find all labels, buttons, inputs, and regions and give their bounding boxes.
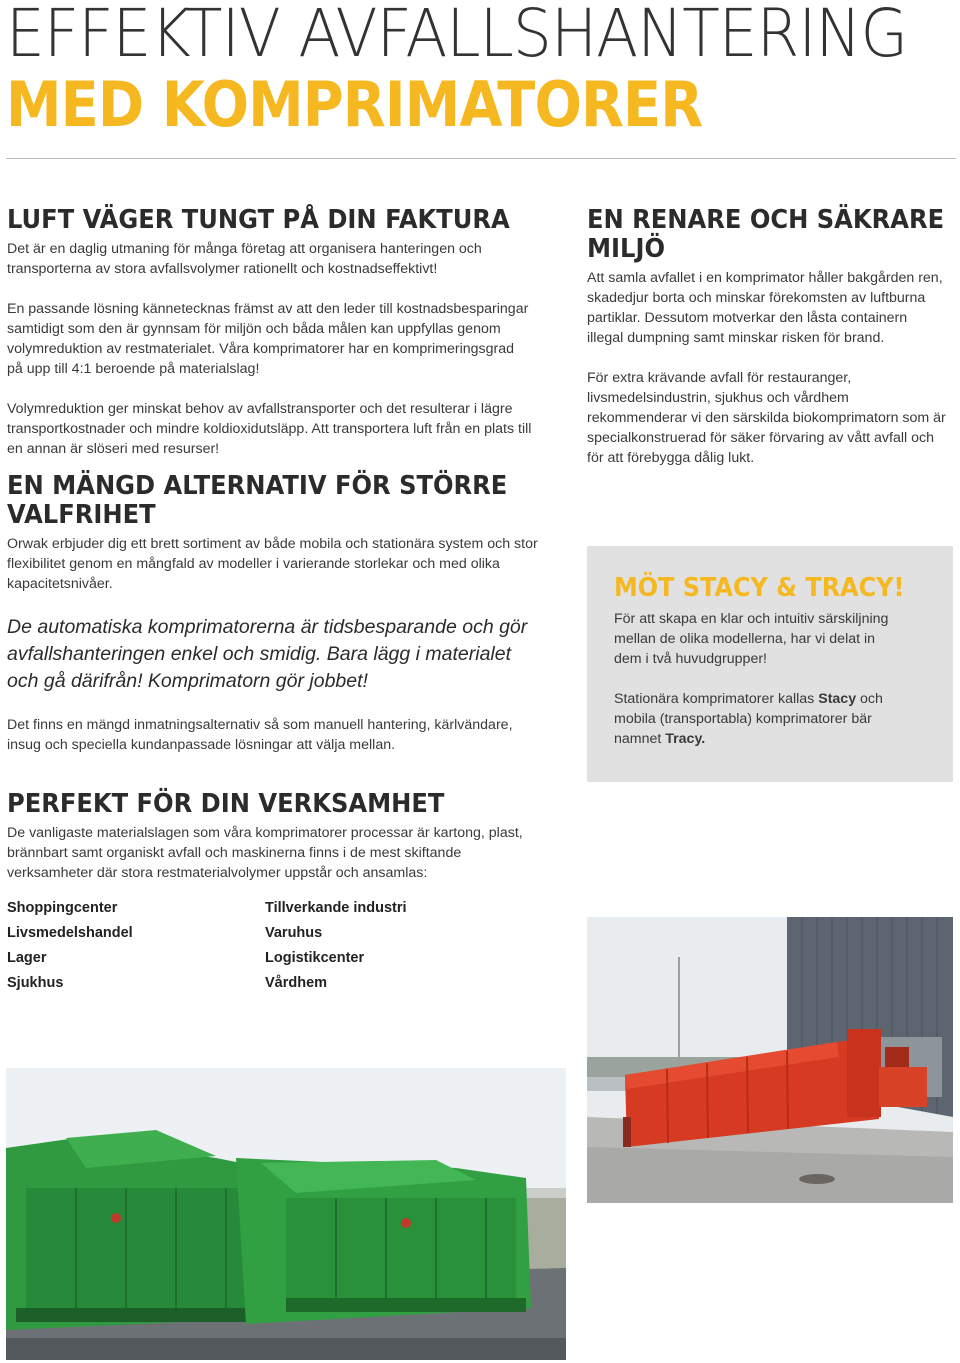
section-heading-line2: VALFRIHET (7, 500, 156, 530)
section-miljo (587, 206, 953, 468)
red-compactor-illustration (587, 917, 953, 1203)
tracy-name: Tracy (665, 731, 702, 747)
paragraph: De vanligaste materialslagen som våra komprimatorer processar är kartong, plast, brännbart samt organiskt avfall och maskinerna finns i de mest skiftande verksamheter där stora restmaterialvolymer uppstår och ansamlas: (7, 825, 523, 881)
list-item: Sjukhus (7, 975, 64, 991)
stacy-name: Stacy (818, 691, 857, 707)
paragraph: Det finns en mängd inmatningsalternativ så som manuell hantering, kärlvändare, insug och speciella kundanpassade lösningar att välja mellan. (7, 717, 513, 753)
stacy-tracy-box (587, 546, 953, 782)
list-item: Livsmedelshandel (7, 925, 133, 941)
paragraph: Orwak erbjuder dig ett brett sortiment av både mobila och stationära system och stor flexibilitet genom en mångfald av modeller i varierande storlekar och med olika kapacitetsnivåer. (7, 536, 538, 592)
page-title-line2: MED KOMPRIMATORER (6, 68, 703, 141)
paragraph: Volymreduktion ger minskat behov av avfallstransporter och det resulterar i lägre transportkostnader och mindre koldioxidutsläpp. Att transportera luft från en plats till en annan är slöseri med resurser! (7, 401, 532, 457)
box-title: MÖT STACY & TRACY! (614, 573, 905, 603)
industry-list-col2 (265, 896, 525, 996)
list-item: Logistikcenter (265, 950, 365, 966)
text-span: . (701, 731, 706, 747)
paragraph: En passande lösning kännetecknas främst av att den leder till kostnadsbesparingar samtidigt som den är gynnsam för miljön och båda målen kan uppfyllas genom volymreduktion av restmaterialet. Våra komprimatorer har en komprimeringsgrad på upp till 4:1 beroende på materialslag! (7, 301, 529, 377)
section-verksamhet (7, 790, 547, 883)
section-heading-line1: EN RENARE OCH SÄKRARE (587, 205, 945, 235)
paragraph: Att samla avfallet i en komprimator håller bakgården ren, skadedjur borta och minskar förekomsten av luftburna partiklar. Dessutom motverkar den låsta containern illegal dumpning samt minskar risken för brand. (587, 270, 943, 346)
red-compactor-photo (587, 917, 953, 1203)
green-compactors-illustration (6, 1068, 566, 1360)
paragraph (614, 689, 914, 749)
list-item: Varuhus (265, 925, 323, 941)
section-heading: PERFEKT FÖR DIN VERKSAMHET (7, 789, 445, 819)
section-alternativ (7, 472, 547, 755)
text-span: och mobila (transportabla) komprimatorer bär namnet (614, 691, 883, 747)
highlight-quote: De automatiska komprimatorerna är tidsbesparande och gör avfallshanteringen enkel och smidig. Bara lägg i materialet och gå därifrån! Komprimatorn gör jobbet! (7, 616, 528, 692)
title-divider (6, 158, 956, 159)
green-compactors-photo (6, 1068, 566, 1360)
list-item: Vårdhem (265, 975, 328, 991)
section-heading-line1: EN MÄNGD ALTERNATIV FÖR STÖRRE (7, 471, 508, 501)
list-item: Shoppingcenter (7, 900, 118, 916)
industry-list-col1 (7, 896, 257, 996)
text-span: Stationära komprimatorer kallas (614, 691, 819, 707)
list-item: Tillverkande industri (265, 900, 407, 916)
paragraph: Det är en daglig utmaning för många företag att organisera hanteringen och transporterna av stora avfallsvolymer rationellt och kostnadseffektivt! (7, 241, 482, 277)
paragraph: För att skapa en klar och intuitiv särskiljning mellan de olika modellerna, har vi delat in dem i två huvudgrupper! (614, 611, 889, 667)
list-item: Lager (7, 950, 47, 966)
section-luft (7, 206, 547, 459)
section-heading: LUFT VÄGER TUNGT PÅ DIN FAKTURA (7, 205, 510, 235)
page-title-line1: EFFEKTIV AVFALLSHANTERING (6, 0, 908, 72)
paragraph: För extra krävande avfall för restauranger, livsmedelsindustrin, sjukhus och vårdhem rekommenderar vi den särskilda biokomprimatorn som är specialkonstruerad för säker förvaring av vått avfall och för att förebygga dålig lukt. (587, 370, 946, 466)
section-heading-line2: MILJÖ (587, 234, 666, 264)
